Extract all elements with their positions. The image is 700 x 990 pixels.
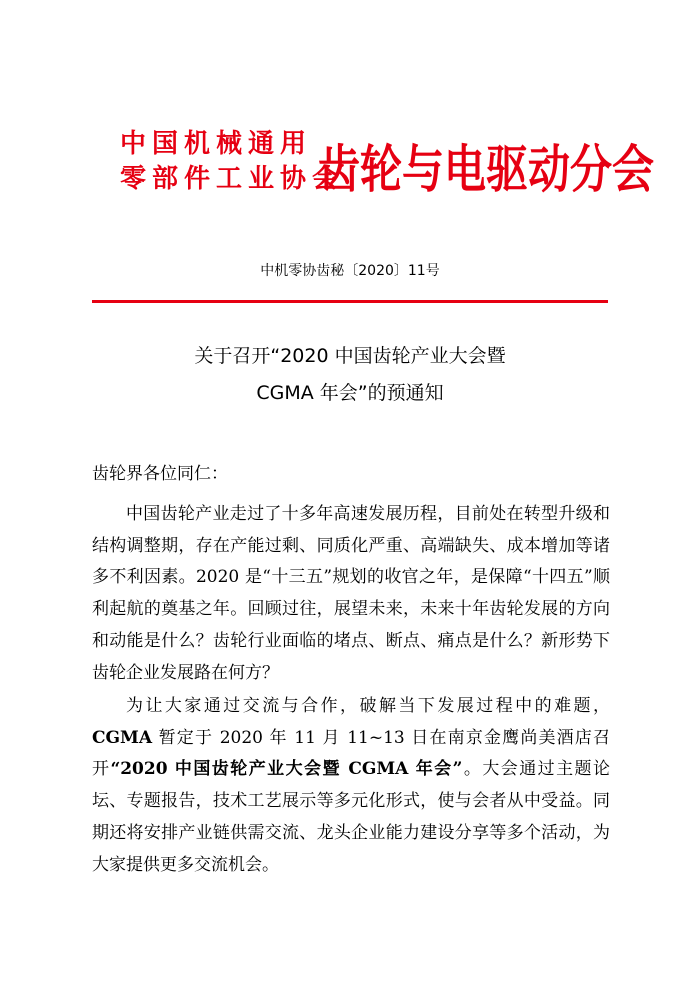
org-name-line-1: 中国机械通用 — [120, 129, 313, 159]
paragraph-2-text-1: 为让大家通过交流与合作，破解当下发展过程中的难题， — [126, 696, 610, 716]
paragraph-2-text-2: 暂定于 2020 年 11 月 11~13 日在南京金鹰尚美酒店召开 — [92, 727, 610, 780]
branch-name: 齿轮与电驱动分会 — [318, 139, 655, 199]
org-name-line-2: 零部件工业协会 — [120, 164, 345, 194]
document-title-line-1: 关于召开“2020 中国齿轮产业大会暨 — [194, 345, 506, 367]
document-title-line-2: CGMA 年会”的预通知 — [256, 382, 444, 404]
body-paragraph-1: 中国齿轮产业走过了十多年高速发展历程，目前处在转型升级和结构调整期，存在产能过剩、同质化严重、高端缺失、成本增加等诸多不利因素。2020 是“十三五”规划的收官之年，是保障“十四五”顺利起航的奠基之年。回顾过往，展望未来，未来十年齿轮发展的方向和动能是什么？齿轮行业面临的堵点、断点、痛点是什么？新形势下齿轮企业发展路在何方？ — [92, 504, 610, 683]
document-number: 中机零协齿秘〔2020〕11号 — [260, 263, 440, 279]
salutation: 齿轮界各位同仁： — [92, 464, 228, 484]
red-divider — [92, 300, 608, 303]
paragraph-2-text-3: 。大会通过主题论坛、专题报告，技术工艺展示等多元化形式，使与会者从中受益。同期还将安排产业链供需交流、龙头企业能力建设分享等多个活动，为大家提供更多交流机会。 — [92, 759, 611, 875]
paragraph-2-bold-event: “2020 中国齿轮产业大会暨 CGMA 年会” — [110, 759, 463, 780]
paragraph-2-bold-cgma: CGMA — [92, 727, 153, 748]
body-paragraph-2 — [92, 691, 610, 881]
